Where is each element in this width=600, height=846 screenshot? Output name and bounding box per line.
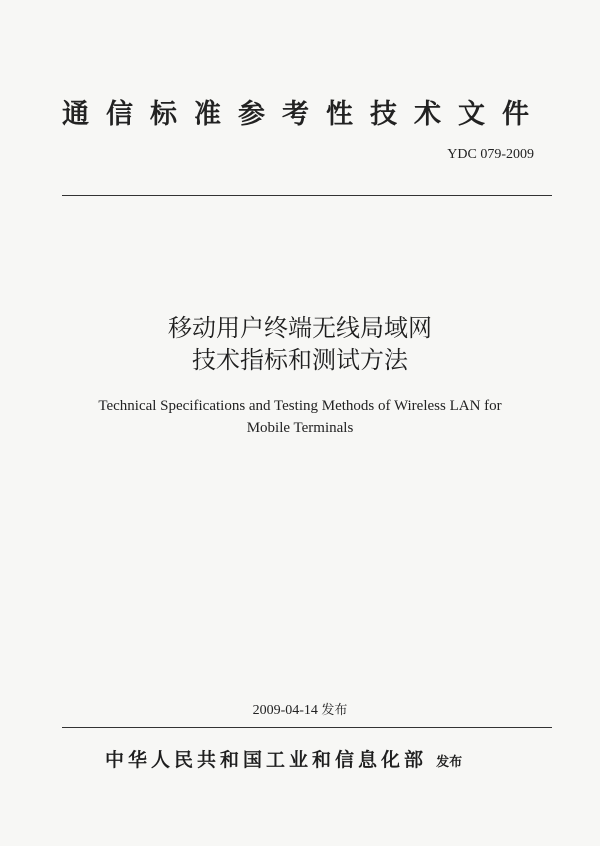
issue-date-suffix: 发布 bbox=[321, 703, 348, 718]
issue-date-line bbox=[0, 699, 600, 719]
publisher-name: 中华人民共和国工业和信息化部 bbox=[105, 749, 428, 771]
title-chinese-line-1: 移动用户终端无线局域网 bbox=[168, 314, 432, 342]
issue-date: 2009-04-14 bbox=[252, 703, 318, 718]
top-divider bbox=[62, 195, 552, 196]
publisher-line bbox=[105, 745, 462, 772]
title-chinese-line-2: 技术指标和测试方法 bbox=[192, 346, 408, 374]
document-number: YDC 079-2009 bbox=[447, 147, 534, 162]
title-english-line-2: Mobile Terminals bbox=[246, 420, 354, 436]
bottom-divider bbox=[62, 727, 552, 728]
document-type-heading: 通信标准参考性技术文件 bbox=[62, 99, 546, 130]
publisher-suffix: 发布 bbox=[436, 755, 463, 770]
title-english-line-1: Technical Specifications and Testing Methods of Wireless LAN for bbox=[98, 398, 502, 414]
